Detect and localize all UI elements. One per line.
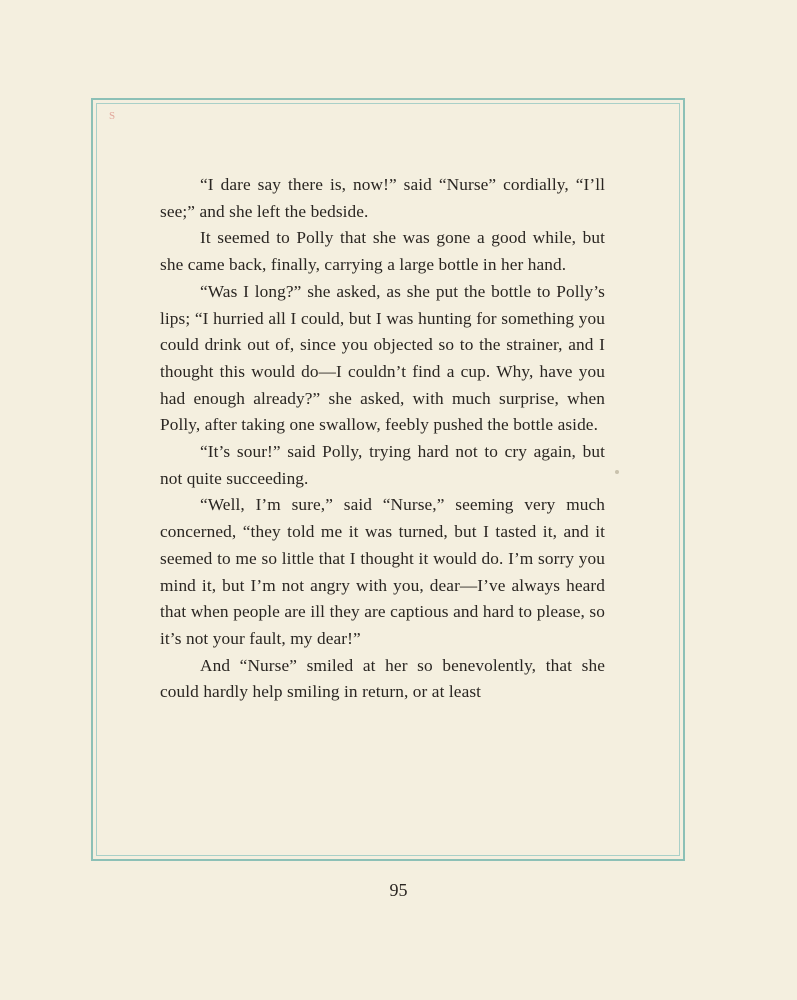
paragraph-6: And “Nurse” smiled at her so benevolently, that she could hardly help smiling in return, or at least	[160, 655, 605, 702]
corner-mark: S	[109, 110, 116, 122]
paragraph-1: “I dare say there is, now!” said “Nurse” cordially, “I’ll see;” and she left the bedside.	[160, 175, 605, 221]
body-text	[160, 172, 605, 706]
paragraph-3: “Was I long?” she asked, as she put the bottle to Polly’s lips; “I hurried all I could, but I was hunting for something you could drink out of, since you objected so to the strainer, and I thought this would do—I couldn’t find a cup. Why, have you had enough already?” she asked, with much surprise, when Polly, after taking one swallow, feebly pushed the bottle aside.	[160, 281, 605, 435]
paragraph-4: “It’s sour!” said Polly, trying hard not to cry again, but not quite succeeding.	[160, 442, 605, 488]
paragraph-2: It seemed to Polly that she was gone a good while, but she came back, finally, carrying a large bottle in her hand.	[160, 228, 605, 275]
page-number: 95	[389, 880, 408, 900]
paragraph-5: “Well, I’m sure,” said “Nurse,” seeming very much concerned, “they told me it was turned, but I tasted it, and it seemed to me so little that I thought it would do. I’m sorry you mind it, but I’m not angry with you, dear—I’ve always heard that when people are ill they are captious and hard to please, so it’s not your fault, my dear!”	[160, 495, 605, 648]
paper-speck	[615, 470, 619, 474]
